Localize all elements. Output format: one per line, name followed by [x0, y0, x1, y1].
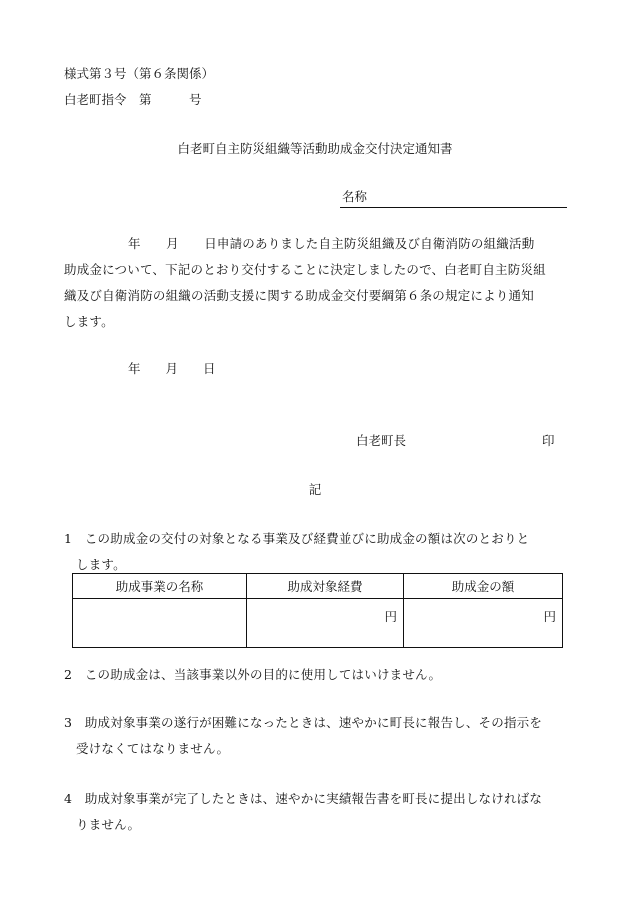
issue-date: 年 月 日	[128, 361, 216, 376]
cell-grant-amount: 円	[404, 599, 563, 648]
item-number: 2	[64, 667, 73, 682]
item-text: 助成対象事業の遂行が困難になったときは、速やかに町長に報告し、その指示を	[84, 715, 543, 730]
item-2	[64, 662, 570, 688]
item-1	[64, 526, 570, 578]
cell-eligible-expense: 円	[247, 599, 404, 648]
seal-mark: 印	[542, 433, 555, 448]
ki-heading: 記	[308, 482, 322, 497]
document-title: 白老町自主防災組織等活動助成金交付決定通知書	[177, 141, 453, 156]
header-eligible-expense: 助成対象経費	[247, 574, 404, 599]
item-text: この助成金は、当該事業以外の目的に使用してはいけません。	[84, 667, 442, 682]
item-text: りません。	[76, 817, 141, 832]
header-grant-amount: 助成金の額	[404, 574, 563, 599]
item-text: 受けなくてはなりません。	[76, 741, 230, 756]
grant-table	[72, 573, 563, 648]
item-number: 4	[64, 791, 73, 806]
form-number: 様式第３号（第６条関係）	[64, 66, 215, 81]
body-line: 織及び自衛消防の組織の活動支援に関する助成金交付要綱第６条の規定により通知	[64, 288, 534, 303]
recipient-name-line	[340, 190, 567, 208]
body-paragraph	[64, 231, 570, 335]
item-text: この助成金の交付の対象となる事業及び経費並びに助成金の額は次のとおりと	[84, 531, 530, 546]
body-line: します。	[64, 314, 114, 329]
item-3	[64, 710, 570, 762]
item-number: 3	[64, 715, 73, 730]
table-row	[73, 599, 563, 648]
recipient-label: 名称	[342, 189, 368, 204]
body-line: 年 月 日申請のありました自主防災組織及び自衛消防の組織活動	[128, 236, 535, 251]
item-number: 1	[64, 531, 73, 546]
body-line: 助成金について、下記のとおり交付することに決定しましたので、白老町自主防災組	[64, 262, 546, 277]
table-header-row	[73, 574, 563, 599]
cell-project-name	[73, 599, 247, 648]
issuer-label: 白老町長	[356, 433, 407, 448]
header-project-name: 助成事業の名称	[73, 574, 247, 599]
item-text: します。	[76, 557, 126, 572]
item-text: 助成対象事業が完了したときは、速やかに実績報告書を町長に提出しなければな	[84, 791, 543, 806]
item-4	[64, 786, 570, 838]
reference-number: 白老町指令 第 号	[64, 92, 202, 107]
